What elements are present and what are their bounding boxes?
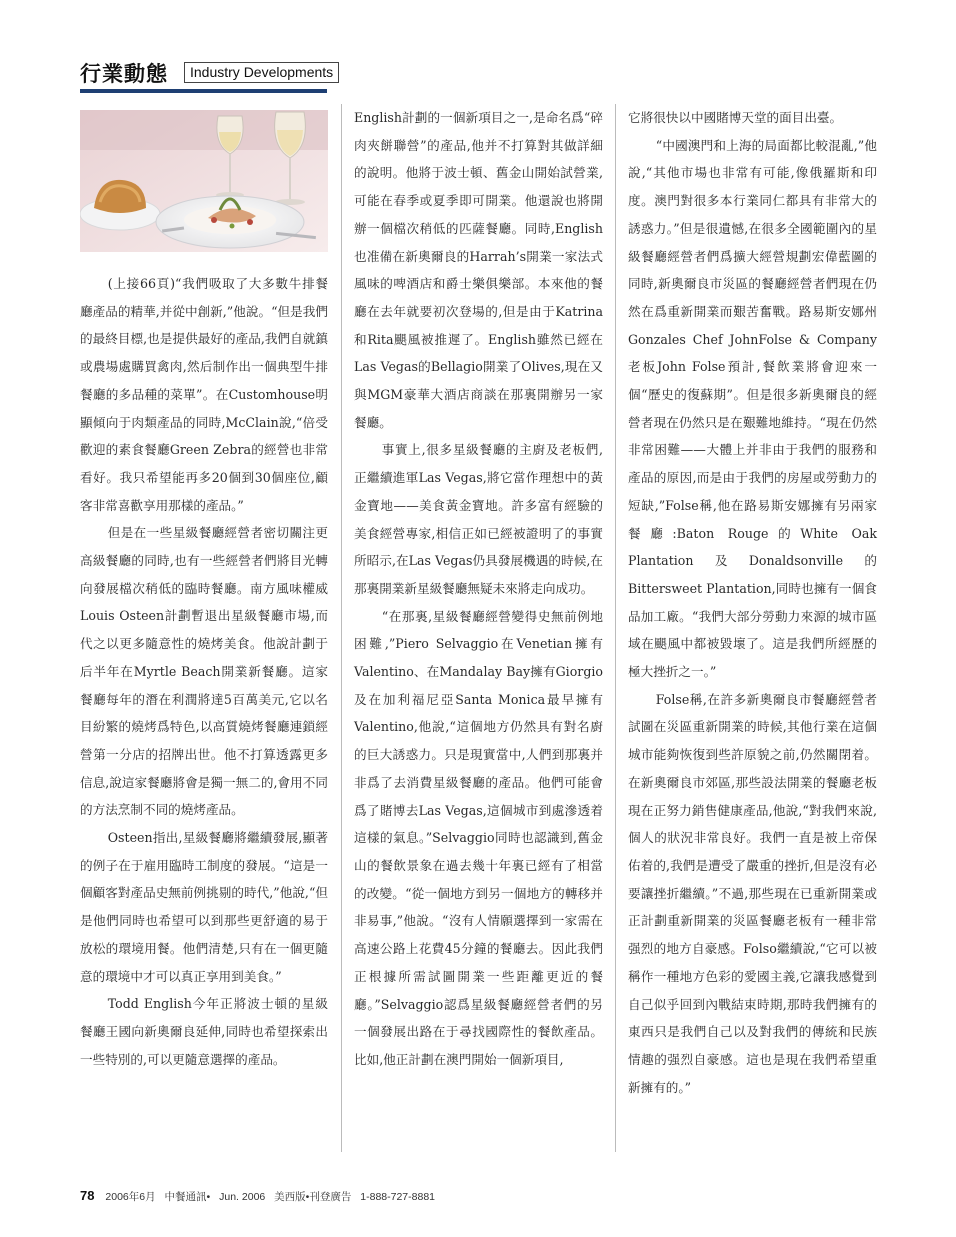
column-divider <box>341 104 342 1152</box>
section-title-zh: 行業動態 <box>80 62 168 86</box>
paragraph: “中國澳門和上海的局面都比較混亂,”他說,“其他市場也非常有可能,像俄羅斯和印度。澳門對很多本行業同仁都具有非常大的誘惑力。”但是很遺憾,在很多全國範圍內的星級餐廳經營者們爲擴大經營規劃宏偉藍圖的同時,新奧爾良市災區的餐廳經營者們現在仍然在爲重新開業而艱苦奮戰。路易斯安娜州Gonzales Chef JohnFolse & Company老板John Folse預計,餐飲業將會迎來一個“歷史的復蘇期”。但是很多新奧爾良的經營者現在仍然只是在艱難地維持。“現在仍然非常困難——大體上并非由于我們的服務和產品的原因,而是由于我們的房屋或勞動力的短缺,”Folse稱,他在路易斯安娜擁有另兩家餐廳:Baton Rouge的White Oak Plantation及Donaldsonville的Bittersweet Plantation,同時也擁有一個食品加工廠。“我們大部分勞動力來源的城市區域在颶風中都被毀壞了。這是我們所經歷的極大挫折之一。” <box>628 137 877 680</box>
plated-dish-illustration <box>80 110 328 252</box>
section-title-en: Industry Developments <box>184 62 339 83</box>
paragraph: Todd English今年正將波士頓的星級餐廳王國向新奧爾良延伸,同時也希望探索出一些特別的,可以更隨意選擇的產品。 <box>80 996 328 1067</box>
footer-date-zh: 2006年6月 <box>105 1191 156 1203</box>
footer-date-en: Jun. 2006 <box>219 1191 266 1203</box>
column-divider <box>615 104 616 1152</box>
paragraph: English計劃的一個新項目之一,是命名爲“碎肉夾餅聯營”的產品,他并不打算對其做詳細的說明。他將于波士頓、舊金山開始試營業,可能在春季或夏季即可開業。他還說也將開辦一個檔次稍低的匹薩餐廳。同時,English也准備在新奧爾良的Harrah’s開業一家法式風味的啤酒店和爵士樂俱樂部。本來他的餐廳在去年就要初次登場的,但是由于Katrina和Rita颶風被推遲了。English雖然已經在Las Vegas的Bellagio開業了Olives,現在又與MGM豪華大酒店商談在那裏開辦另一家餐廳。 <box>354 110 603 430</box>
article-column-2 <box>354 104 603 1074</box>
page-number: 78 <box>80 1188 95 1203</box>
paragraph: 但是在一些星級餐廳經營者密切關注更高級餐廳的同時,也有一些經營者們將目光轉向發展檔次稍低的臨時餐廳。南方風味權威Louis Osteen計劃暫退出星級餐廳市場,而代之以更多隨意性的燒烤美食。他說計劃于后半年在Myrtle Beach開業新餐廳。這家餐廳每年的潛在利潤將達5百萬美元,它以名目紛繁的燒烤爲特色,以高質燒烤餐廳連鎖經營第一分店的招牌出世。他不打算透露更多信息,說這家餐廳將會是獨一無二的,會用不同的方法烹制不同的燒烤產品。 <box>80 525 328 818</box>
paragraph: (上接66頁)“我們吸取了大多數牛排餐廳產品的精華,并從中創新,”他說。“但是我們的最終目標,也是提供最好的產品,我們自就鎮或農場處購買禽肉,然后制作出一個典型牛排餐廳的多品種的菜單”。在Customhouse明顯傾向于肉類產品的同時,McClain說,“倍受歡迎的素食餐廳Green Zebra的經營也非常看好。我只希望能再多20個到30個座位,顧客非常喜歡享用那樣的產品。” <box>80 276 328 513</box>
paragraph: “在那裏,星級餐廳經營變得史無前例地困難,”Piero Selvaggio在Venetian擁有Valentino、在Mandalay Bay擁有Giorgio及在加利福尼亞Santa Monica最早擁有Valentino,他說,“這個地方仍然具有對名廚的巨大誘惑力。只是現實當中,人們到那裏并非爲了去消費星級餐廳的產品。他們可能會爲了賭博去Las Vegas,這個城市到處滲透着這樣的氣息。”Selvaggio同時也認識到,舊金山的餐飲景象在過去幾十年裏已經有了相當的改變。“從一個地方到另一個地方的轉移并非易事,”他說。“沒有人情願選擇到一家需在高速公路上花費45分鐘的餐廳去。因此我們正根據所需試圖開業一些距離更近的餐廳。”Selvaggio認爲星級餐廳經營者們的另一個發展出路在于尋找國際性的餐飲產品。比如,他正計劃在澳門開始一個新項目, <box>354 608 603 1067</box>
page-footer <box>80 1188 441 1204</box>
main-plate <box>156 196 304 248</box>
footer-phone: 1-888-727-8881 <box>360 1191 436 1203</box>
header-accent-rule <box>80 89 327 93</box>
article-photo <box>80 110 328 252</box>
footer-edition: 美西版•刊登廣告 <box>274 1191 352 1203</box>
paragraph: 它將很快以中國賭博天堂的面目出臺。 <box>628 110 843 125</box>
paragraph: Folse稱,在許多新奧爾良市餐廳經營者試圖在災區重新開業的時候,其他行業在這個城市能夠恢復到些許原貌之前,仍然關閉着。在新奧爾良市郊區,那些設法開業的餐廳老板現在正努力銷售健康產品,他說,“對我們來說,個人的狀況非常良好。我們一直是被上帝保佑着的,我們是遭受了嚴重的挫折,但是沒有必要讓挫折繼續。”不過,那些現在已重新開業或正計劃重新開業的災區餐廳老板有一種非常强烈的地方自豪感。Folso繼續說,“它可以被稱作一種地方色彩的愛國主義,它讓我感覺到自己似乎回到內戰結束時期,那時我們擁有的東西只是我們自己以及對我們的傳統和民族情趣的强烈自豪感。這也是現在我們希望重新擁有的。” <box>628 691 877 1095</box>
paragraph: Osteen指出,星級餐廳將繼續發展,顯著的例子在于雇用臨時工制度的發展。“這是一個顧客對產品史無前例挑剔的時代,”他說,“但是他們同時也希望可以到那些更舒適的易于放松的環境用餐。他們清楚,只有在一個更隨意的環境中才可以真正享用到美食。” <box>80 830 328 984</box>
paragraph: 事實上,很多星級餐廳的主廚及老板們,正繼續進軍Las Vegas,將它當作理想中的黃金寶地——美食黃金寶地。許多富有經驗的美食經營專家,相信正如已經被證明了的事實所昭示,在Las Vegas仍具發展機遇的時候,在那裏開業新星級餐廳無疑未來將走向成功。 <box>354 442 603 596</box>
footer-publication: 中餐通訊• <box>164 1191 211 1203</box>
article-column-1 <box>80 270 328 1073</box>
article-column-3 <box>628 104 877 1101</box>
